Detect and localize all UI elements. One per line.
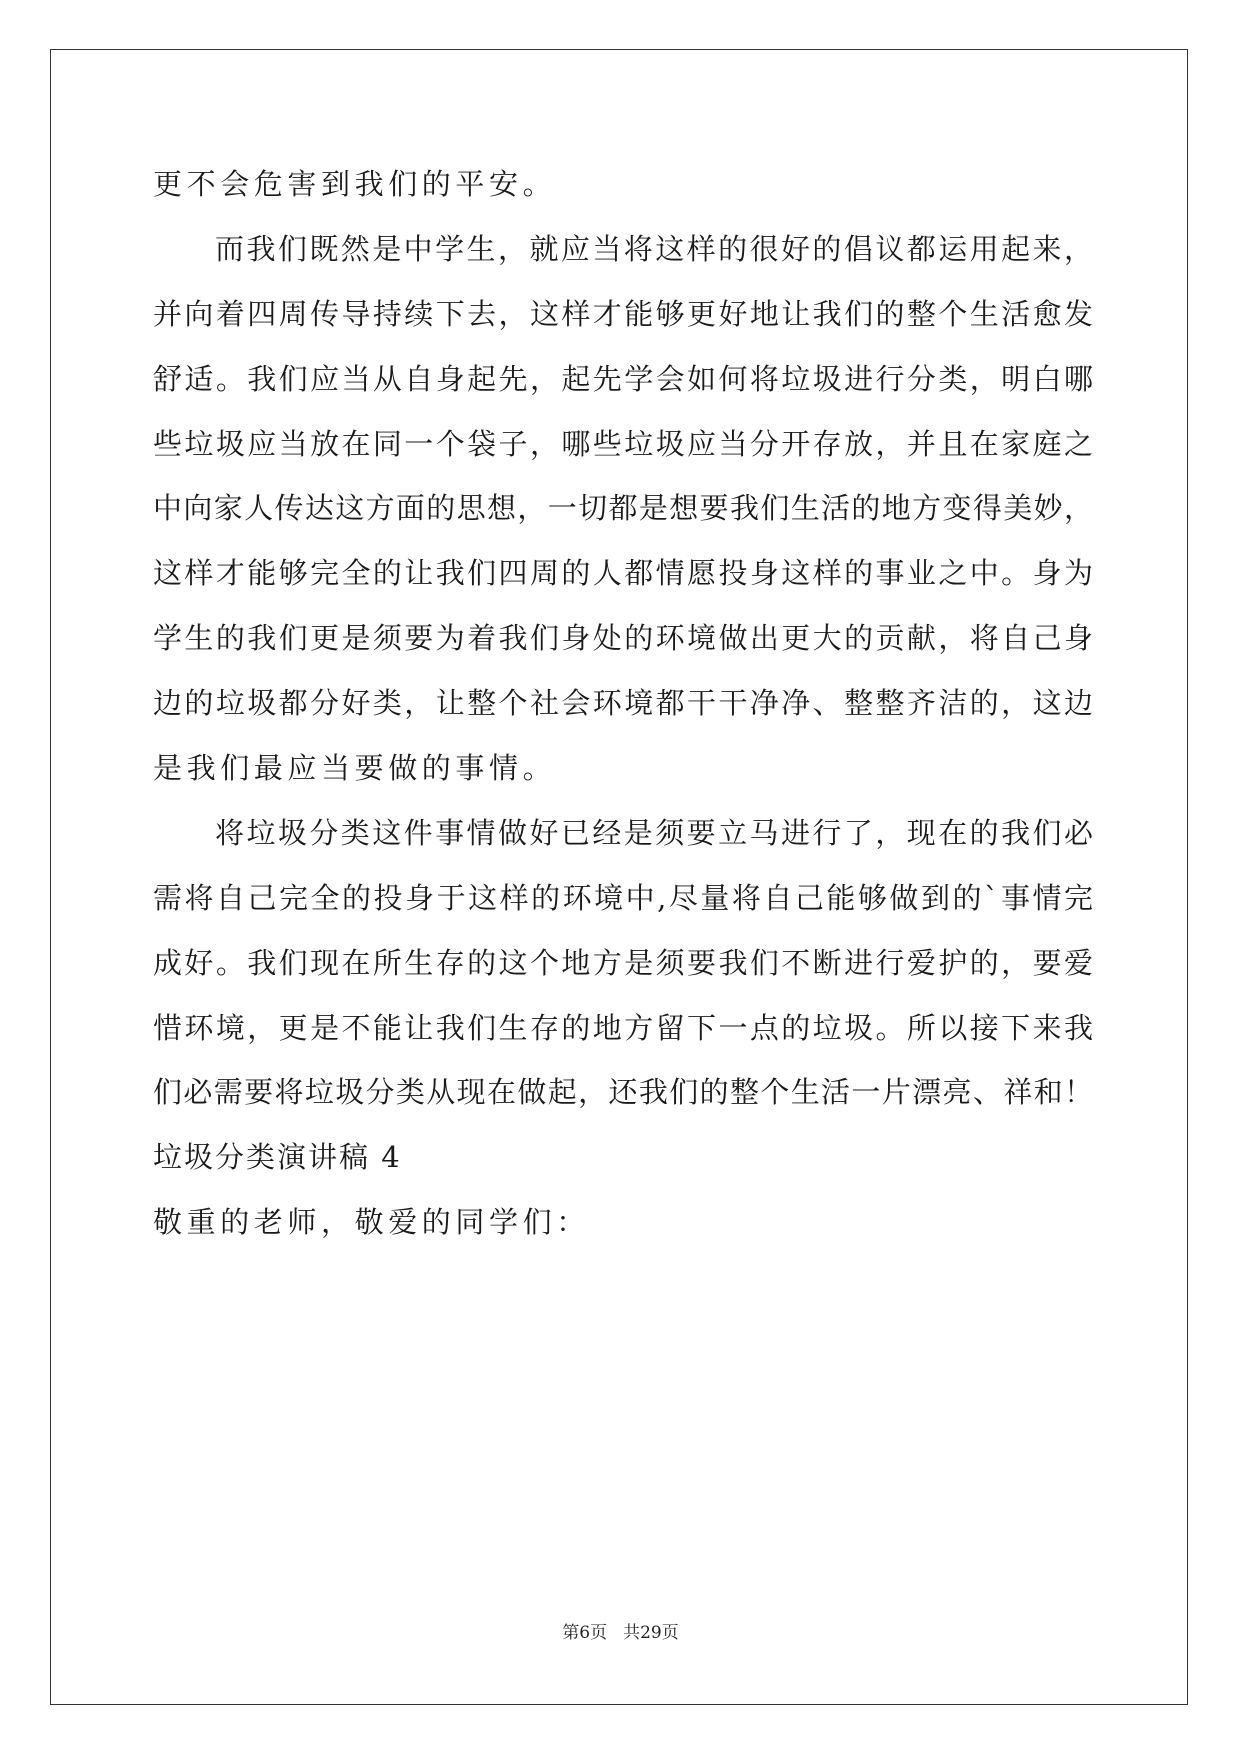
- paragraph-line: 是我们最应当要做的事情。: [153, 751, 557, 786]
- page-prefix: 第: [562, 1623, 580, 1643]
- total-pages: 29: [640, 1623, 662, 1643]
- page-number: 6: [579, 1623, 591, 1643]
- paragraph-line: 边的垃圾都分好类，让整个社会环境都干干净净、整整齐洁的，这边: [153, 686, 1093, 721]
- paragraph-line: 学生的我们更是须要为着我们身处的环境做出更大的贡献，将自己身: [153, 621, 1093, 656]
- paragraph-line: 更不会危害到我们的平安。: [153, 167, 557, 201]
- paragraph-line: 而我们既然是中学生，就应当将这样的很好的倡议都运用起来，: [215, 231, 1093, 266]
- paragraph-line: 们必需要将垃圾分类从现在做起，还我们的整个生活一片漂亮、祥和！: [153, 1075, 1093, 1110]
- paragraph-line: 并向着四周传导持续下去，这样才能够更好地让我们的整个生活愈发: [153, 296, 1093, 331]
- paragraph-line: 中向家人传达这方面的思想，一切都是想要我们生活的地方变得美妙，: [153, 491, 1093, 526]
- total-suffix: 页: [661, 1623, 679, 1643]
- paragraph-line: 舒适。我们应当从自身起先，起先学会如何将垃圾进行分类，明白哪: [153, 361, 1093, 396]
- paragraph-line: 需将自己完全的投身于这样的环境中,尽量将自己能够做到的`事情完: [153, 880, 1093, 915]
- section-heading: 垃圾分类演讲稿 4: [153, 1140, 402, 1175]
- paragraph-line: 些垃圾应当放在同一个袋子，哪些垃圾应当分开存放，并且在家庭之: [153, 426, 1093, 461]
- paragraph-line: 成好。我们现在所生存的这个地方是须要我们不断进行爱护的，要爱: [153, 945, 1093, 980]
- paragraph-line: 将垃圾分类这件事情做好已经是须要立马进行了，现在的我们必: [215, 815, 1093, 850]
- total-prefix: 共: [623, 1623, 641, 1643]
- document-body: [153, 152, 1093, 1255]
- paragraph-line: 惜环境，更是不能让我们生存的地方留下一点的垃圾。所以接下来我: [153, 1010, 1093, 1045]
- salutation: 敬重的老师，敬爱的同学们：: [153, 1205, 590, 1240]
- page-suffix: 页: [590, 1623, 608, 1643]
- paragraph-line: 这样才能够完全的让我们四周的人都情愿投身这样的事业之中。身为: [153, 556, 1093, 591]
- page-footer: [0, 1618, 1241, 1643]
